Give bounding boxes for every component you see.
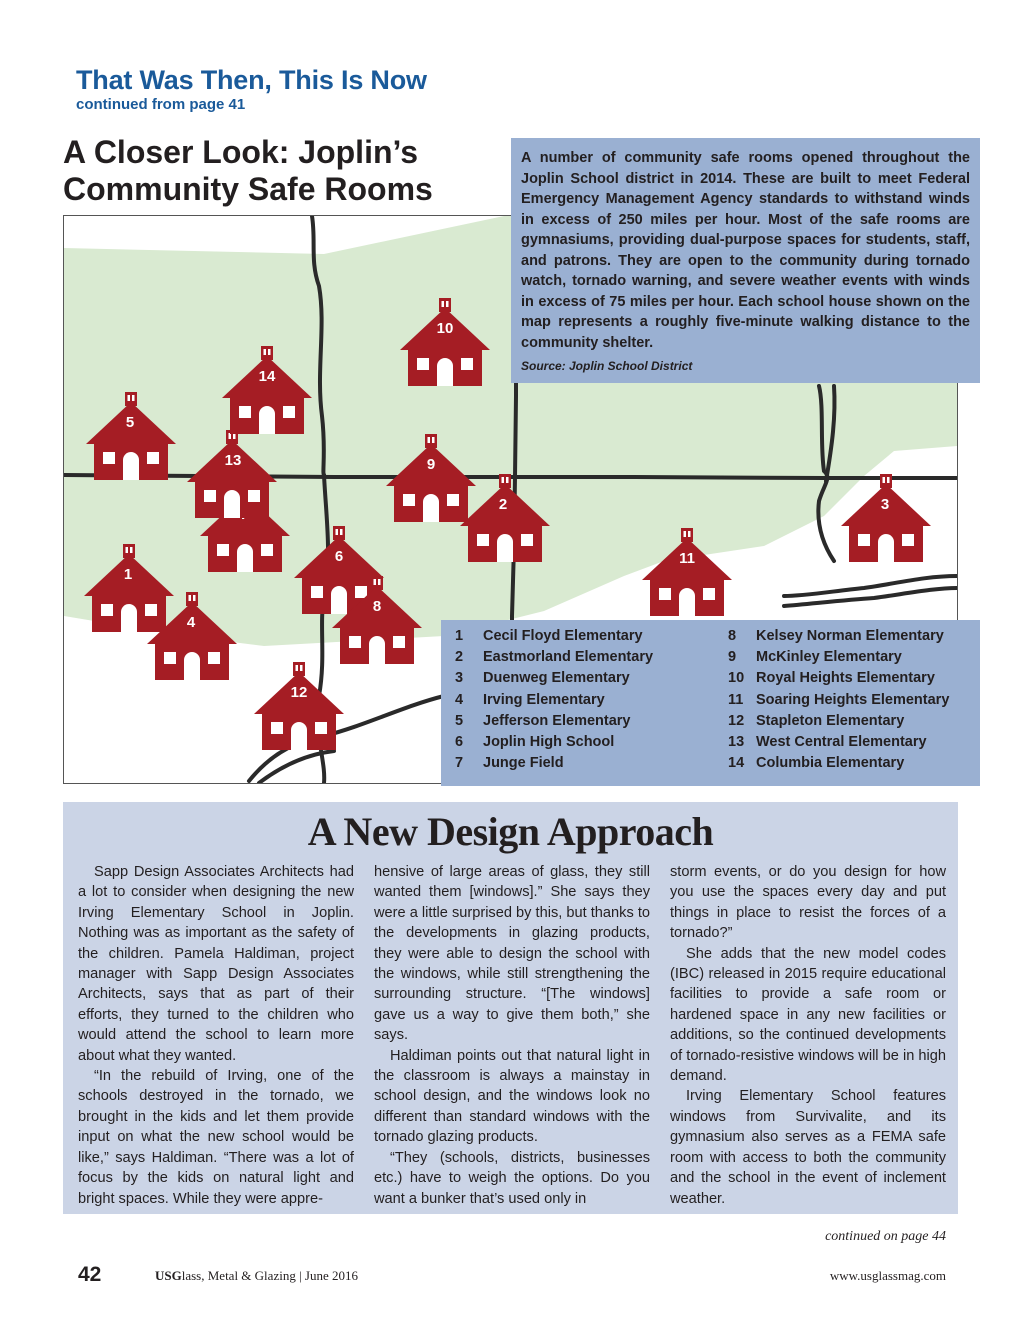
continued-from: continued from page 41 [76,96,246,113]
paragraph: She adds that the new model codes (IBC) released in 2015 require educational facilities to provide a safe room or hardened space in any new facilities or additions, so the continued developments of tornado-resistive windows will be in high demand. [670,945,946,1085]
legend-item: 4 Irving Elementary [455,691,605,708]
legend-item: 12 Stapleton Elementary [728,712,905,729]
publication-line [155,1268,358,1284]
paragraph: hensive of large areas of glass, they still wanted them [windows].” She says they were a little surprised by this, but thanks to the developments in glazing products, they were able to design the school with the windows, while still strengthening the surrounding structure. “[The windows] gave us a way to give them both,” she says. [374,864,650,1044]
school-marker-3 [841,474,931,562]
section-header [76,64,427,114]
school-number-10: 10 [436,320,454,337]
feature-title-line2: Community Safe Rooms [63,171,433,207]
legend-column-right [728,626,949,774]
legend-item: 13 West Central Elementary [728,734,927,751]
legend-item: 1 Cecil Floyd Elementary [455,628,643,644]
article-column-1 [78,862,354,1209]
school-number-6: 6 [334,548,344,565]
school-number-5: 5 [125,414,135,431]
legend-item: 8 Kelsey Norman Elementary [728,628,944,644]
feature-title [63,134,433,208]
paragraph: “They (schools, districts, businesses etc.) have to weigh the options. Do you want a bunker that’s used only in [374,1149,650,1207]
page-number: 42 [78,1263,102,1286]
safe-rooms-info-box [511,138,980,383]
feature-title-line1: A Closer Look: Joplin’s [63,134,418,170]
publication-brand: USG [155,1268,182,1283]
article-column-3 [670,862,946,1209]
school-number-4: 4 [186,614,196,631]
source-credit: Source: Joplin School District [521,359,693,373]
paragraph: storm events, or do you design for how you use the spaces every day and put things in place to resist the forces of a tornado?” [670,864,946,942]
publication-issue: lass, Metal & Glazing | June 2016 [181,1268,359,1283]
legend-item: 3 Duenweg Elementary [455,670,630,687]
paragraph: Irving Elementary School features windows from Survivalite, and its gymnasium also serves as a FEMA safe room with access to both the community and the school in the event of inclement weather. [670,1088,946,1207]
legend-item: 14 Columbia Elementary [728,755,905,772]
website-url: www.usglassmag.com [829,1268,946,1283]
section-title: That Was Then, This Is Now [76,65,427,95]
safe-rooms-description: A number of community safe rooms opened throughout the Joplin School district in 2014. These are built to meet Federal Emergency Management Agency standards to withstand winds in excess of 250 miles per hour. Most of the safe rooms are gymnasiums, providing dual-purpose spaces for students, staff, and patrons. They are open to the community during tornado watch, tornado warning, and severe weather events with winds in excess of 75 miles per hour. Each school house shown on the map represents a roughly five-minute walking distance to the community shelter. [521,150,970,351]
legend-item: 5 Jefferson Elementary [455,712,631,729]
school-number-3: 3 [880,496,890,513]
paragraph: “In the rebuild of Irving, one of the schools destroyed in the tornado, we brought in the kids and let them provide input on what the new school would be like,” says Haldiman. “There was a lot of focus by the kids on natural light and bright spaces. While they were appre- [78,1068,354,1207]
school-number-12: 12 [290,684,308,701]
legend-item: 6 Joplin High School [455,734,615,751]
legend-column-left [455,626,653,774]
continued-on: continued on page 44 [825,1229,946,1244]
legend-item: 10 Royal Heights Elementary [728,670,935,687]
map-legend [441,620,980,786]
paragraph: Sapp Design Associates Architects had a lot to consider when designing the new Irving Elementary School in Joplin. Nothing was as important as the safety of the children. Pamela Haldiman, project manager with Sapp Design Associates Architects, says that as part of their efforts, they turned to the children who would attend the school to learn more about what they wanted. [78,864,354,1064]
paragraph: Haldiman points out that natural light in the classroom is always a mainstay in school design, and the windows look no different than standard windows with the tornado glazing products. [374,1047,650,1146]
school-number-9: 9 [426,456,436,473]
legend-item: 2 Eastmorland Elementary [455,649,654,666]
legend-item: 9 McKinley Elementary [728,649,902,666]
school-number-13: 13 [224,452,242,469]
article-column-2 [374,862,650,1209]
school-number-14: 14 [258,368,276,385]
school-marker-12 [254,662,344,750]
school-number-8: 8 [372,598,382,615]
legend-item: 11 Soaring Heights Elementary [728,691,950,708]
sidebar-title: A New Design Approach [307,809,714,854]
school-number-11: 11 [679,550,695,567]
school-number-1: 1 [123,566,133,583]
design-approach-sidebar [63,802,958,1214]
school-number-2: 2 [498,496,508,513]
legend-item: 7 Junge Field [455,755,564,772]
